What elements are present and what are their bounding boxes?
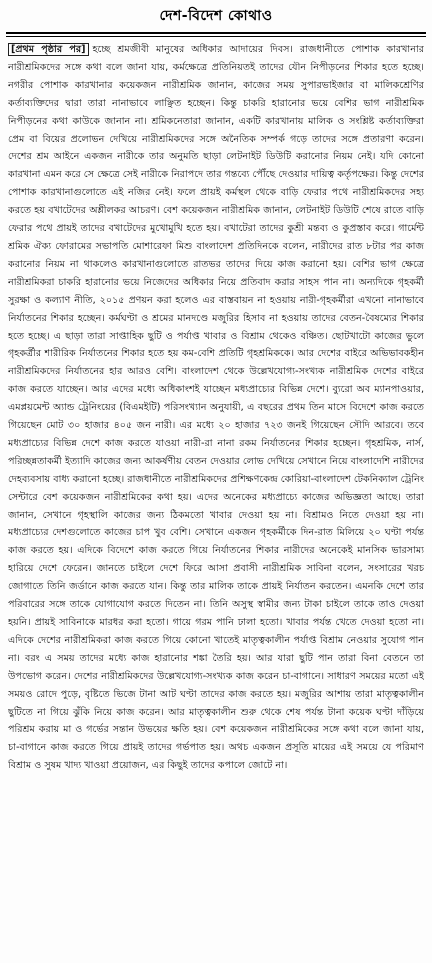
article-body [8,41,424,957]
continuation-label: [প্রথম পৃষ্ঠার পর] [8,43,89,56]
headline: দেশ-বিদেশ কোথাও [159,8,273,24]
article-text: হচ্ছে শ্রমজীবী মানুষের অধিকার আদায়ের দিবস। রাজধানীতে পোশাক কারখানার নারীশ্রমিকদের সঙ্গে কথা বলে জানা যায়, কর্মক্ষেত্রে প্রতিনিয়তই তাদের যৌন নিপীড়নের শিকার হতে হচ্ছে। নগরীর পোশাক কারখানার কয়েকজন নারীশ্রমিক জানান, কাজের সময় সুপারভাইজার বা মালিকশ্রেণির কর্তাব্যক্তিদের দ্বারা তারা নানাভাবে লাঞ্ছিত হচ্ছেন। কিন্তু চাকরি হারানোর ভয়ে বেশির ভাগ নারীশ্রমিক নিপীড়নের কথা কাউকে জানান না। শ্রমিকনেতারা জানান, একটি কারখানায় মালিক ও সংশ্লিষ্ট কর্তাব্যক্তিরা প্রেম বা বিয়ের প্রলোভন দেখিয়ে নারীশ্রমিকদের সঙ্গে অনৈতিক সম্পর্ক গড়ে তাদের সঙ্গে প্রতারণা করেন। দেশের শ্রম আইনে একজন নারীকে তার অনুমতি ছাড়া লেটনাইট ডিউটি করানোর নিয়ম নেই। যদি কোনো কারখানা এমন করে সে ক্ষেত্রে সেই নারীকে নিরাপদে তার গন্তব্যে পৌঁছে দেওয়ার দায়িত্ব কর্তৃপক্ষের। কিন্তু দেশের পোশাক কারখানাগুলোতে এই নজির নেই। ফলে প্রায়ই কর্মস্থল থেকে বাড়ি ফেরার পথে নারীশ্রমিকদের সহ্য করতে হয় বখাটেদের অশ্লীলকর আচরণ। বেশ কয়েকজন নারীশ্রমিক জানান, লেটনাইট ডিউটি শেষে রাতে বাড়ি ফেরার পথে প্রায়ই তাদের বখাটেদের মুখোমুখি হতে হয়। বখাটেরা তাদের কুশ্রী মন্তব্য ও কুপ্রস্তাব করে। গার্মেন্ট শ্রমিক ঐক্য ফোরামের সভাপতি মোশারেফা মিশু বাংলাদেশ প্রতিদিনকে বলেন, নারীদের রাত ৮টার পর কাজ করানোর নিয়ম না থাকলেও কারখানাগুলোতে রাতভর তাদের দিয়ে কাজ করানো হয়। বেশির ভাগ ক্ষেত্রে নারীশ্রমিকরা চাকরি হারানোর ভয়ে নিজেদের অধিকার নিয়ে প্রতিবাদ করার সাহস পান না। অন্যদিকে গৃহকর্মী সুরক্ষা ও কল্যাণ নীতি, ২০১৫ প্রণয়ন করা হলেও এর বাস্তবায়ন না হওয়ায় নারী-গৃহকর্মীরা এখনো নানাভাবে নির্যাতনের শিকার হচ্ছেন। কর্মঘণ্টা ও শ্রমের মানদণ্ডে মজুরির হিসাব না হওয়ায় তাদের বেতন-বৈষম্যের শিকার হতে হচ্ছে। এ ছাড়া তারা সাপ্তাহিক ছুটি ও পর্যাপ্ত খাবার ও বিশ্রাম থেকেও বঞ্চিত। ছোটখাটো কাজের ভুলে গৃহকর্ত্রীর শারীরিক নির্যাতনের শিকার হতে হয় কম-বেশি প্রতিটি গৃহশ্রমিককে। আর দেশের বাইরে অভিভাবকহীন নারীশ্রমিকদের নির্যাতনের হার আরও বেশি। বাংলাদেশ থেকে উল্লেখযোগ্য-সংখ্যক নারীশ্রমিক দেশের বাইরে কাজ করতে যাচ্ছেন। আর এদের মধ্যে অধিকাংশই যাচ্ছেন মধ্যপ্রাচ্যের বিভিন্ন দেশে। ব্যুরো অব ম্যানপাওয়ার, এমপ্লয়মেন্ট অ্যান্ড ট্রেনিংয়ের (বিএমইটি) পরিসংখ্যান অনুযায়ী, এ বছরের প্রথম তিন মাসে বিদেশে কাজ করতে গিয়েছেন মোট ৩০ হাজার ৪০৫ জন নারী। এর মধ্যে ২০ হাজার ৭২৩ জনই গিয়েছেন সৌদি আরবে। তবে মধ্যপ্রাচ্যের বিভিন্ন দেশে কাজ করতে যাওয়া নারী-রা নানা রকম নির্যাতনের শিকার হচ্ছেন। গৃহশ্রমিক, নার্স, পরিচ্ছন্নতাকর্মী ইত্যাদি কাজের জন্য আকর্ষণীয় বেতন দেওয়ার লোভ দেখিয়ে সেখানে নিয়ে বাংলাদেশি নারীদের দেহব্যবসায় বাধ্য করানো হচ্ছে। রাজধানীতে নারীশ্রমিকদের প্রশিক্ষণকেন্দ্র কোরিয়া-বাংলাদেশ টেকনিক্যাল ট্রেনিং সেন্টারে বেশ কয়েকজন নারীশ্রমিকের কথা হয়। এদের অনেকের মধ্যপ্রাচ্যে কাজের অভিজ্ঞতা আছে। তারা জানান, সেখানে গৃহস্থালি কাজের জন্য ঠিকমতো খাবার দেওয়া হয় না। বিশ্রামও নিতে দেওয়া হয় না। মধ্যপ্রাচ্যের দেশগুলোতে কাজের চাপ খুব বেশি। সেখানে একজন গৃহকর্মীকে দিন-রাত মিলিয়ে ২০ ঘণ্টা পর্যন্ত কাজ করতে হয়। এদিকে বিদেশে কাজ করতে গিয়ে নির্যাতনের শিকার নারীদের অনেকেই মানসিক ভারসাম্য হারিয়ে দেশে ফেরেন। জানতে চাইলে দেশে ফিরে আসা প্রবাসী নারীশ্রমিক সাবিনা বলেন, সংসারের খরচ জোগাতে তিনি জর্ডানে কাজ করতে যান। কিন্তু তার মালিক তাকে প্রায়ই নির্যাতন করতেন। এমনকি দেশে তার পরিবারের সঙ্গে তাকে যোগাযোগ করতে দিতেন না। তিনি অসুস্থ স্বামীর জন্য টাকা চাইলে তাকে তাও দেওয়া হয়নি। প্রায়ই সাবিনাকে মারধর করা হতো। গায়ে গরম পানি ঢালা হতো। খাবার পর্যন্ত খেতে দেওয়া হতো না। এদিকে দেশের নারীশ্রমিকরা কাজ করতে গিয়ে কোনো খাতেই মাতৃত্বকালীন পর্যাপ্ত বিশ্রাম নেওয়ার সুযোগ পান না। বরং এ সময় তাদের মধ্যে কাজ হারানোর শঙ্কা তৈরি হয়। আর যারা ছুটি পান তারা বিনা বেতনে তা উপভোগ করেন। দেশের নারীশ্রমিকদের উল্লেখযোগ্য-সংখ্যক কাজ করেন চা-বাগানে। সাধারণ সময়ের মতো এই সময়ও রোদে পুড়ে, বৃষ্টিতে ভিজে টানা আট ঘণ্টা তাদের কাজ করতে হয়। মজুরির আশায় তারা মাতৃত্বকালীন ছুটিতে না গিয়ে ঝুঁকি নিয়ে কাজ করেন। আর মাতৃত্বকালীন শুরু থেকে শেষ পর্যন্ত টানা কয়েক ঘণ্টা দাঁড়িয়ে পরিশ্রম করায় মা ও গর্ভের সন্তান উভয়ের ক্ষতি হয়। বেশ কয়েকজন নারীশ্রমিকের সঙ্গে কথা বলে জানা যায়, চা-বাগানে কাজ করতে গিয়ে প্রায়ই তাদের গর্ভপাত হয়। অথচ একজন প্রসূতি মায়ের এই সময়ে যে পরিমাণ বিশ্রাম ও সুষম খাদ্য খাওয়া প্রয়োজন, এর কিছুই তাদের কপালে জোটে না। [8,44,424,772]
header-rule-thin [6,36,426,37]
section-header [0,0,432,32]
header-rule [6,32,426,34]
